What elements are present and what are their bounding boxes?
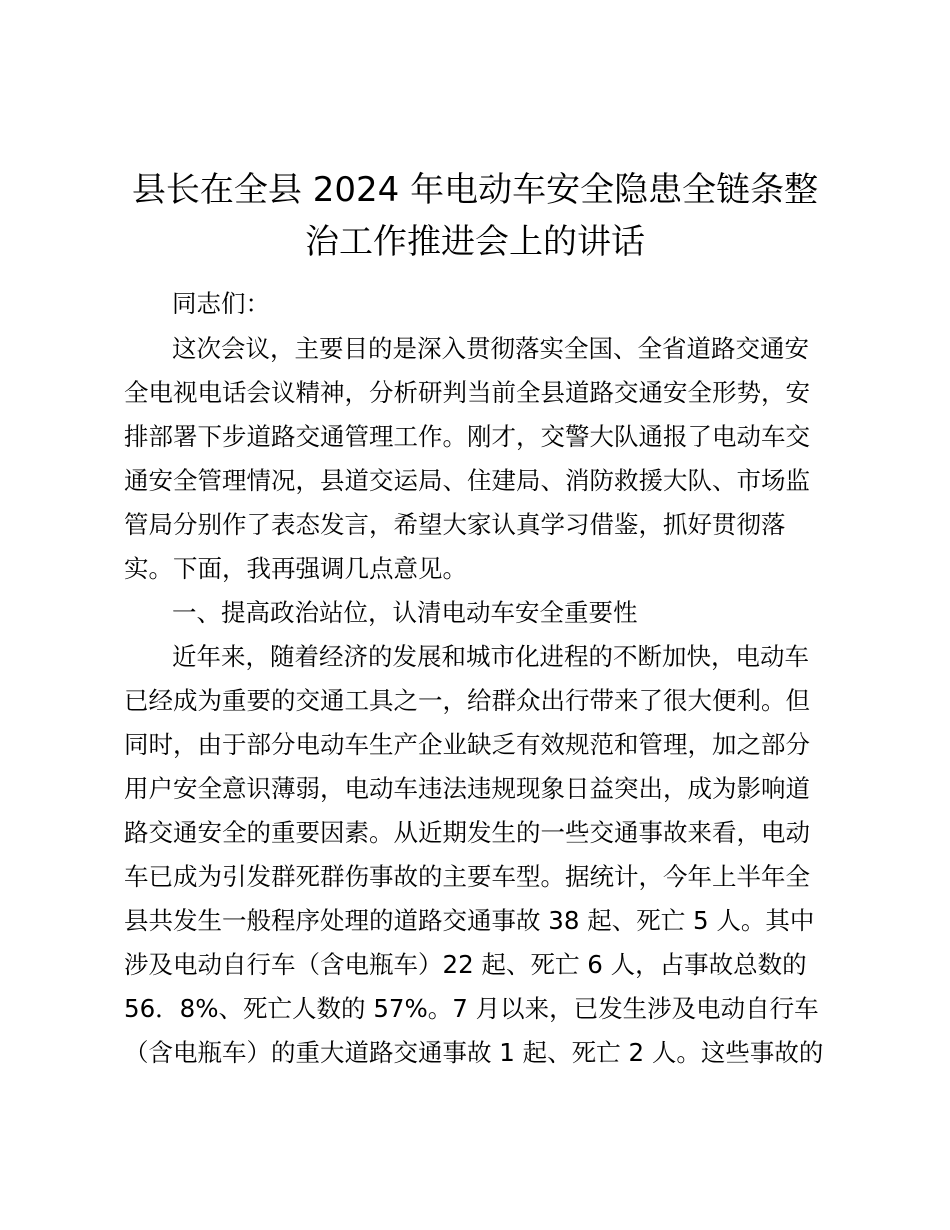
paragraph-line: 这次会议，主要目的是深入贯彻落实全国、全省道路交通安 <box>172 334 809 363</box>
paragraph-line: 车已成为引发群死群伤事故的主要车型。据统计，今年上半年全 <box>124 862 810 891</box>
paragraph-line: 通安全管理情况，县道交运局、住建局、消防救援大队、市场监 <box>124 466 810 495</box>
paragraph-line: 县共发生一般程序处理的道路交通事故 38 起、死亡 5 人。其中 <box>124 906 815 935</box>
paragraph-line: 56．8%、死亡人数的 57%。7 月以来，已发生涉及电动自行车 <box>124 994 819 1023</box>
salutation: 同志们： <box>172 289 270 318</box>
paragraph-line: 路交通安全的重要因素。从近期发生的一些交通事故来看，电动 <box>124 818 810 847</box>
section-heading: 一、提高政治站位，认清电动车安全重要性 <box>172 598 638 627</box>
paragraph-line: 涉及电动自行车（含电瓶车）22 起、死亡 6 人，占事故总数的 <box>124 950 807 979</box>
paragraph-line: 同时，由于部分电动车生产企业缺乏有效规范和管理，加之部分 <box>124 730 810 759</box>
paragraph-line: 实。下面，我再强调几点意见。 <box>124 554 467 583</box>
paragraph-line: 全电视电话会议精神，分析研判当前全县道路交通安全形势，安 <box>124 378 810 407</box>
paragraph-line: 管局分别作了表态发言，希望大家认真学习借鉴，抓好贯彻落 <box>124 510 786 539</box>
document-title-line-1: 县长在全县 2024 年电动车安全隐患全链条整 <box>131 170 819 210</box>
paragraph-line: 近年来，随着经济的发展和城市化进程的不断加快，电动车 <box>172 642 809 671</box>
paragraph-line: 排部署下步道路交通管理工作。刚才，交警大队通报了电动车交 <box>124 422 810 451</box>
paragraph-line: 已经成为重要的交通工具之一，给群众出行带来了很大便利。但 <box>124 686 810 715</box>
document-title-line-2: 治工作推进会上的讲话 <box>305 222 645 262</box>
paragraph-line: （含电瓶车）的重大道路交通事故 1 起、死亡 2 人。这些事故的 <box>124 1038 824 1067</box>
paragraph-line: 用户安全意识薄弱，电动车违法违规现象日益突出，成为影响道 <box>124 774 810 803</box>
